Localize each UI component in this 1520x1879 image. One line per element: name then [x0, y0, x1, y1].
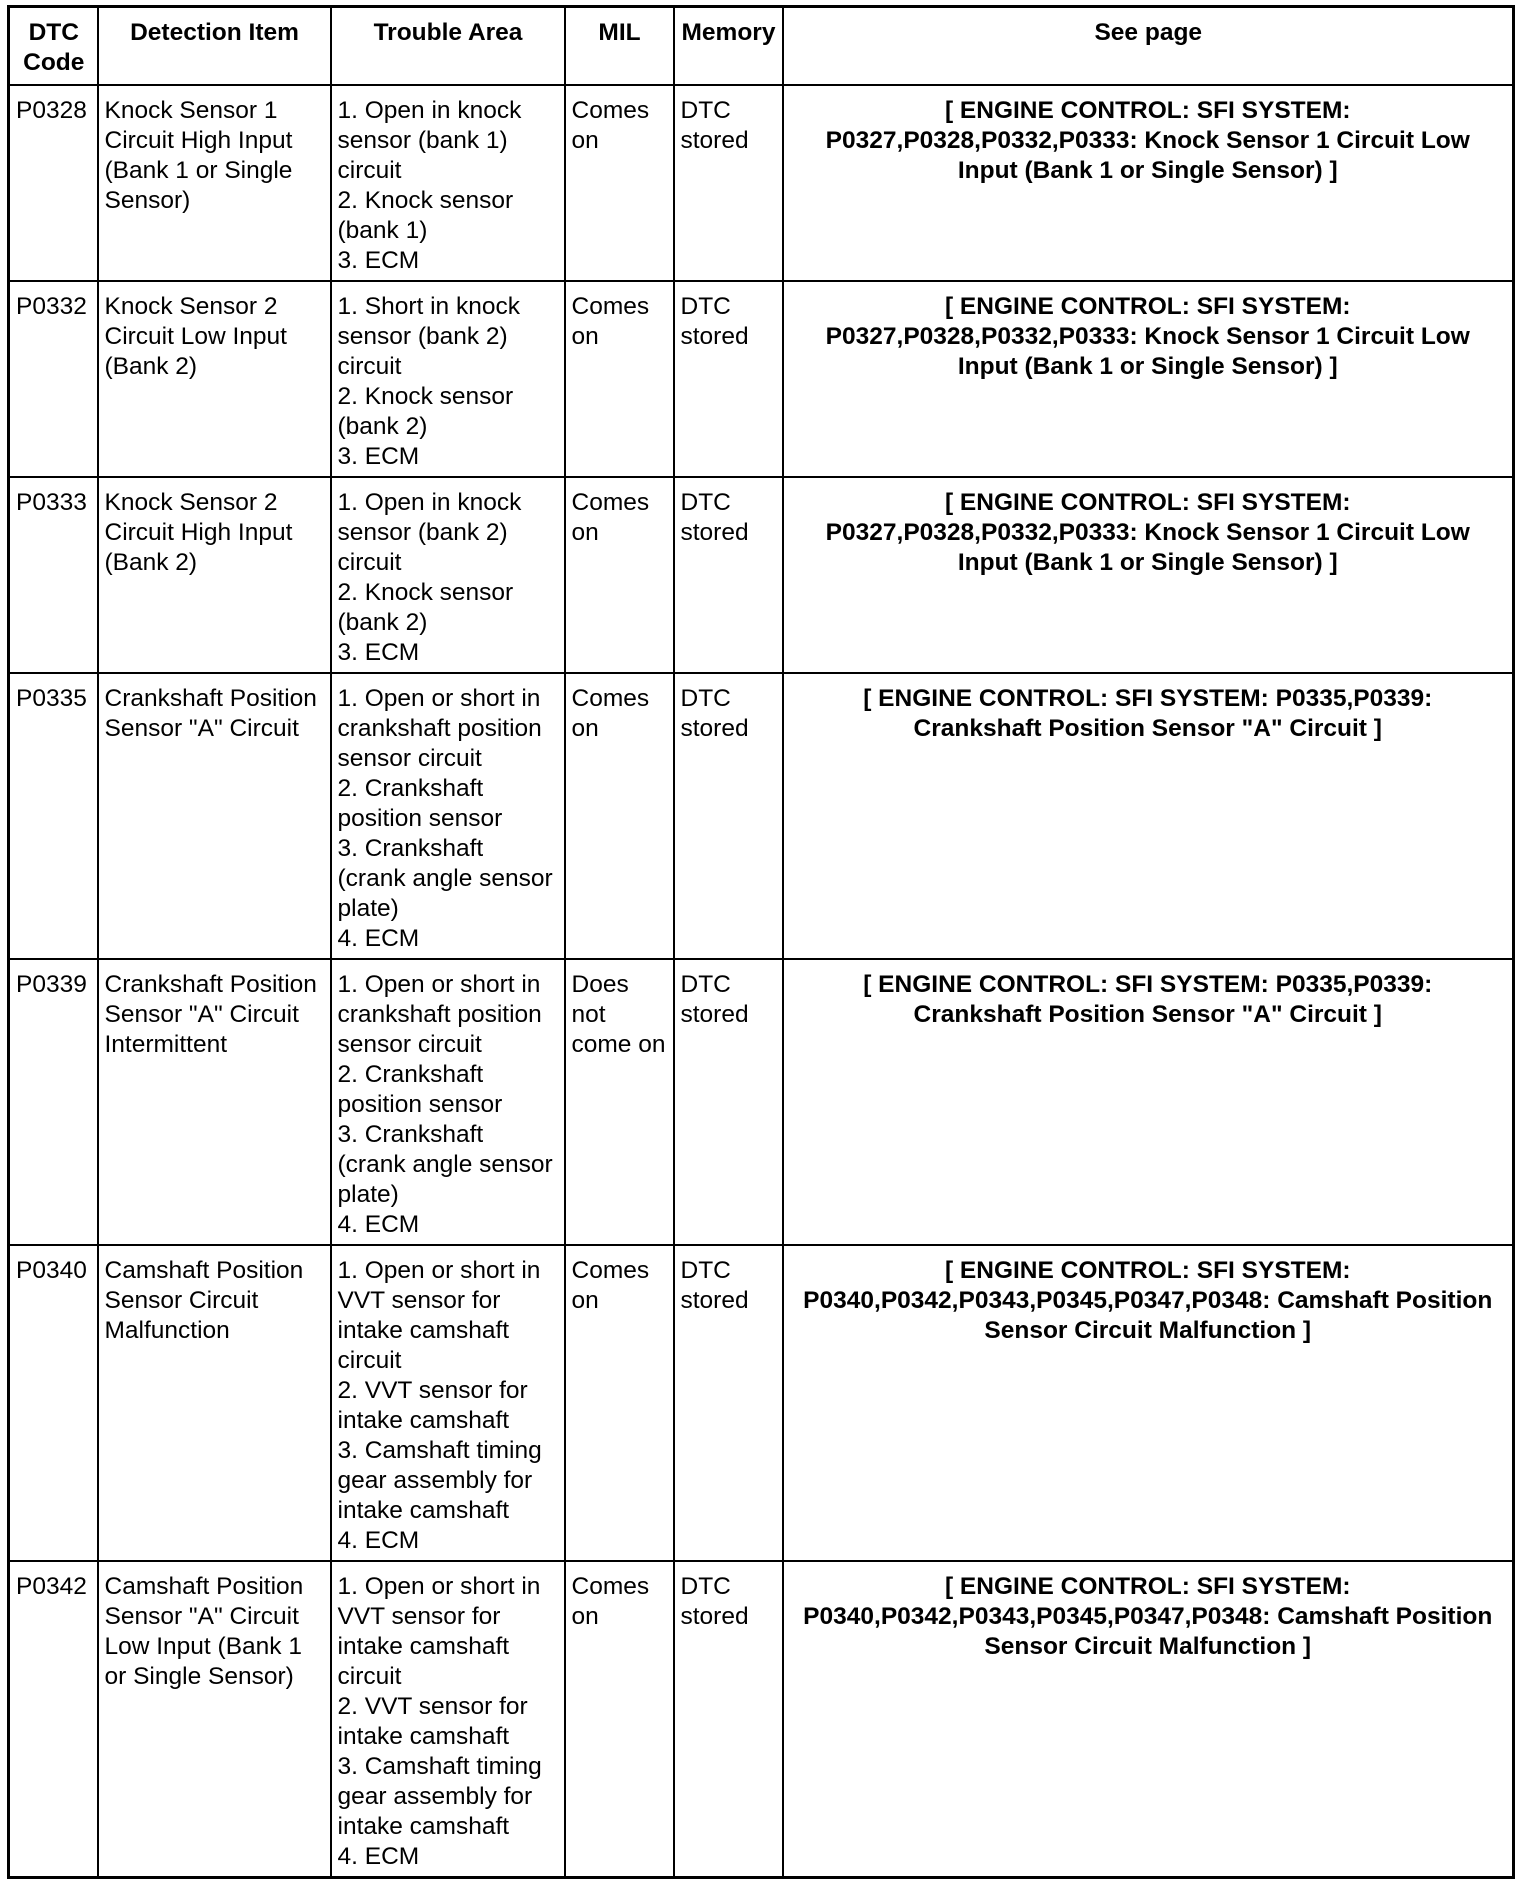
trouble-line: position sensor [337, 1091, 503, 1118]
table-row [9, 673, 1514, 959]
detection-line: Sensor "A" Circuit [104, 1603, 299, 1630]
see-line: P0327,P0328,P0332,P0333: Knock Sensor 1 Circuit Low [825, 127, 1470, 154]
mil-cell [565, 1561, 674, 1878]
detection-line: Crankshaft Position [104, 971, 317, 998]
trouble-area-cell [331, 959, 565, 1245]
table-row [9, 1245, 1514, 1561]
mil-line: Comes [571, 1257, 650, 1284]
table-row [9, 281, 1514, 477]
header-trouble-area [331, 7, 565, 86]
trouble-line: intake camshaft [337, 1407, 510, 1434]
mil-line: on [571, 1287, 599, 1314]
memory-cell [674, 959, 783, 1245]
header-see-page [783, 7, 1514, 86]
trouble-line: intake camshaft [337, 1723, 510, 1750]
see-page-cell [783, 1245, 1514, 1561]
dtc-table [7, 5, 1515, 1879]
trouble-area-cell [331, 477, 565, 673]
dtc-code-cell: P0328 [9, 85, 98, 281]
trouble-line: 1. Open or short in [337, 685, 541, 712]
trouble-line: intake camshaft [337, 1633, 510, 1660]
trouble-line: position sensor [337, 805, 503, 832]
table-row [9, 477, 1514, 673]
mil-line: Does [571, 971, 629, 998]
table-row [9, 1561, 1514, 1878]
header-line: DTC [28, 19, 79, 46]
memory-cell [674, 281, 783, 477]
see-page-cell [783, 673, 1514, 959]
detection-item-cell [98, 959, 331, 1245]
trouble-line: crankshaft position [337, 1001, 542, 1028]
detection-line: Malfunction [104, 1317, 230, 1344]
see-line: P0340,P0342,P0343,P0345,P0347,P0348: Camshaft Position [803, 1287, 1493, 1314]
trouble-line: 3. Camshaft timing [337, 1753, 542, 1780]
see-page-cell [783, 85, 1514, 281]
detection-line: Camshaft Position [104, 1257, 304, 1284]
header-line: Trouble Area [373, 19, 523, 46]
detection-line: (Bank 1 or Single [104, 157, 293, 184]
detection-line: Low Input (Bank 1 [104, 1633, 302, 1660]
mil-cell [565, 959, 674, 1245]
mil-line: on [571, 519, 599, 546]
trouble-line: 1. Open or short in [337, 971, 541, 998]
trouble-line: 2. Knock sensor [337, 383, 514, 410]
trouble-line: 2. Knock sensor [337, 579, 514, 606]
trouble-line: gear assembly for [337, 1467, 533, 1494]
trouble-line: 1. Short in knock [337, 293, 520, 320]
memory-line: stored [680, 1287, 749, 1314]
trouble-line: (bank 1) [337, 217, 428, 244]
trouble-line: intake camshaft [337, 1813, 510, 1840]
mil-cell [565, 1245, 674, 1561]
detection-line: Intermittent [104, 1031, 228, 1058]
trouble-line: 4. ECM [337, 1211, 420, 1238]
detection-line: Circuit Low Input [104, 323, 287, 350]
memory-line: stored [680, 519, 749, 546]
trouble-line: sensor circuit [337, 745, 482, 772]
memory-line: stored [680, 715, 749, 742]
see-line: [ ENGINE CONTROL: SFI SYSTEM: [944, 97, 1351, 124]
see-line: Input (Bank 1 or Single Sensor) ] [957, 157, 1338, 184]
memory-line: DTC [680, 971, 731, 998]
trouble-area-cell [331, 85, 565, 281]
trouble-area-cell [331, 281, 565, 477]
trouble-line: 2. Crankshaft [337, 1061, 484, 1088]
detection-line: Sensor "A" Circuit [104, 1001, 299, 1028]
memory-line: stored [680, 1001, 749, 1028]
table-body [9, 85, 1514, 1878]
trouble-line: circuit [337, 1347, 402, 1374]
detection-item-cell [98, 1561, 331, 1878]
see-page-cell [783, 477, 1514, 673]
detection-line: or Single Sensor) [104, 1663, 294, 1690]
trouble-line: 4. ECM [337, 1843, 420, 1870]
see-page-cell [783, 281, 1514, 477]
detection-line: Knock Sensor 2 [104, 489, 278, 516]
detection-line: Circuit High Input [104, 127, 293, 154]
trouble-line: 2. VVT sensor for [337, 1377, 528, 1404]
memory-line: stored [680, 127, 749, 154]
see-line: Input (Bank 1 or Single Sensor) ] [957, 549, 1338, 576]
trouble-line: 2. VVT sensor for [337, 1693, 528, 1720]
see-line: Crankshaft Position Sensor "A" Circuit ] [913, 715, 1382, 742]
header-memory [674, 7, 783, 86]
trouble-area-cell [331, 1561, 565, 1878]
mil-cell [565, 281, 674, 477]
mil-line: Comes [571, 1573, 650, 1600]
detection-line: Sensor "A" Circuit [104, 715, 299, 742]
trouble-line: (bank 2) [337, 609, 428, 636]
detection-line: Circuit High Input [104, 519, 293, 546]
mil-line: Comes [571, 685, 650, 712]
trouble-line: intake camshaft [337, 1317, 510, 1344]
detection-line: Sensor) [104, 187, 191, 214]
trouble-line: sensor circuit [337, 1031, 482, 1058]
detection-item-cell [98, 281, 331, 477]
trouble-line: sensor (bank 2) [337, 519, 508, 546]
detection-line: Sensor Circuit [104, 1287, 259, 1314]
memory-line: stored [680, 1603, 749, 1630]
trouble-line: plate) [337, 895, 399, 922]
mil-line: on [571, 127, 599, 154]
mil-cell [565, 85, 674, 281]
memory-line: DTC [680, 97, 731, 124]
see-line: [ ENGINE CONTROL: SFI SYSTEM: P0335,P0339: [863, 971, 1433, 998]
mil-line: Comes [571, 489, 650, 516]
trouble-line: crankshaft position [337, 715, 542, 742]
detection-item-cell [98, 1245, 331, 1561]
memory-cell [674, 477, 783, 673]
dtc-code-cell: P0333 [9, 477, 98, 673]
mil-line: not [571, 1001, 606, 1028]
memory-line: DTC [680, 685, 731, 712]
memory-line: DTC [680, 1257, 731, 1284]
memory-cell [674, 85, 783, 281]
mil-cell [565, 477, 674, 673]
dtc-code-cell: P0335 [9, 673, 98, 959]
detection-item-cell [98, 85, 331, 281]
see-line: P0327,P0328,P0332,P0333: Knock Sensor 1 Circuit Low [825, 519, 1470, 546]
mil-line: on [571, 1603, 599, 1630]
table-row [9, 959, 1514, 1245]
trouble-line: intake camshaft [337, 1497, 510, 1524]
trouble-line: (crank angle sensor [337, 1151, 553, 1178]
trouble-line: VVT sensor for [337, 1603, 501, 1630]
see-line: Input (Bank 1 or Single Sensor) ] [957, 353, 1338, 380]
see-page-cell [783, 1561, 1514, 1878]
table-row [9, 85, 1514, 281]
see-line: [ ENGINE CONTROL: SFI SYSTEM: [944, 293, 1351, 320]
memory-line: DTC [680, 293, 731, 320]
header-line: Detection Item [130, 19, 299, 46]
detection-item-cell [98, 477, 331, 673]
detection-line: Camshaft Position [104, 1573, 304, 1600]
trouble-line: 1. Open in knock [337, 489, 522, 516]
memory-cell [674, 1561, 783, 1878]
header-mil [565, 7, 674, 86]
header-line: See page [1094, 19, 1203, 46]
trouble-line: sensor (bank 1) [337, 127, 508, 154]
header-detection-item [98, 7, 331, 86]
see-line: [ ENGINE CONTROL: SFI SYSTEM: [944, 489, 1351, 516]
memory-line: stored [680, 323, 749, 350]
mil-line: come on [571, 1031, 666, 1058]
memory-line: DTC [680, 1573, 731, 1600]
see-line: Sensor Circuit Malfunction ] [984, 1633, 1312, 1660]
trouble-area-cell [331, 673, 565, 959]
see-line: P0340,P0342,P0343,P0345,P0347,P0348: Camshaft Position [803, 1603, 1493, 1630]
detection-line: (Bank 2) [104, 549, 198, 576]
trouble-line: circuit [337, 353, 402, 380]
memory-cell [674, 673, 783, 959]
trouble-line: circuit [337, 157, 402, 184]
mil-line: on [571, 323, 599, 350]
trouble-line: 3. ECM [337, 639, 420, 666]
header-line: Code [23, 49, 85, 76]
see-line: [ ENGINE CONTROL: SFI SYSTEM: P0335,P0339: [863, 685, 1433, 712]
detection-line: Crankshaft Position [104, 685, 317, 712]
trouble-line: 3. ECM [337, 247, 420, 274]
memory-cell [674, 1245, 783, 1561]
see-line: [ ENGINE CONTROL: SFI SYSTEM: [944, 1573, 1351, 1600]
trouble-line: gear assembly for [337, 1783, 533, 1810]
trouble-line: 1. Open or short in [337, 1257, 541, 1284]
memory-line: DTC [680, 489, 731, 516]
mil-cell [565, 673, 674, 959]
see-line: [ ENGINE CONTROL: SFI SYSTEM: [944, 1257, 1351, 1284]
dtc-code-cell: P0339 [9, 959, 98, 1245]
detection-line: Knock Sensor 2 [104, 293, 278, 320]
trouble-line: 2. Crankshaft [337, 775, 484, 802]
dtc-code-cell: P0342 [9, 1561, 98, 1878]
see-line: P0327,P0328,P0332,P0333: Knock Sensor 1 Circuit Low [825, 323, 1470, 350]
trouble-line: 1. Open or short in [337, 1573, 541, 1600]
trouble-line: 3. Crankshaft [337, 835, 484, 862]
mil-line: Comes [571, 293, 650, 320]
dtc-code-cell: P0332 [9, 281, 98, 477]
detection-item-cell [98, 673, 331, 959]
header-line: Memory [681, 19, 776, 46]
trouble-line: 3. Crankshaft [337, 1121, 484, 1148]
dtc-code-cell: P0340 [9, 1245, 98, 1561]
trouble-line: circuit [337, 549, 402, 576]
header-line: MIL [598, 19, 641, 46]
see-page-cell [783, 959, 1514, 1245]
trouble-line: 3. Camshaft timing [337, 1437, 542, 1464]
trouble-area-cell [331, 1245, 565, 1561]
trouble-line: 2. Knock sensor [337, 187, 514, 214]
mil-line: on [571, 715, 599, 742]
trouble-line: 3. ECM [337, 443, 420, 470]
trouble-line: VVT sensor for [337, 1287, 501, 1314]
trouble-line: circuit [337, 1663, 402, 1690]
detection-line: (Bank 2) [104, 353, 198, 380]
trouble-line: 4. ECM [337, 1527, 420, 1554]
trouble-line: sensor (bank 2) [337, 323, 508, 350]
mil-line: Comes [571, 97, 650, 124]
header-row [9, 7, 1514, 86]
trouble-line: (bank 2) [337, 413, 428, 440]
detection-line: Knock Sensor 1 [104, 97, 278, 124]
see-line: Crankshaft Position Sensor "A" Circuit ] [913, 1001, 1382, 1028]
trouble-line: 4. ECM [337, 925, 420, 952]
trouble-line: plate) [337, 1181, 399, 1208]
header-dtc-code [9, 7, 98, 86]
see-line: Sensor Circuit Malfunction ] [984, 1317, 1312, 1344]
trouble-line: (crank angle sensor [337, 865, 553, 892]
trouble-line: 1. Open in knock [337, 97, 522, 124]
